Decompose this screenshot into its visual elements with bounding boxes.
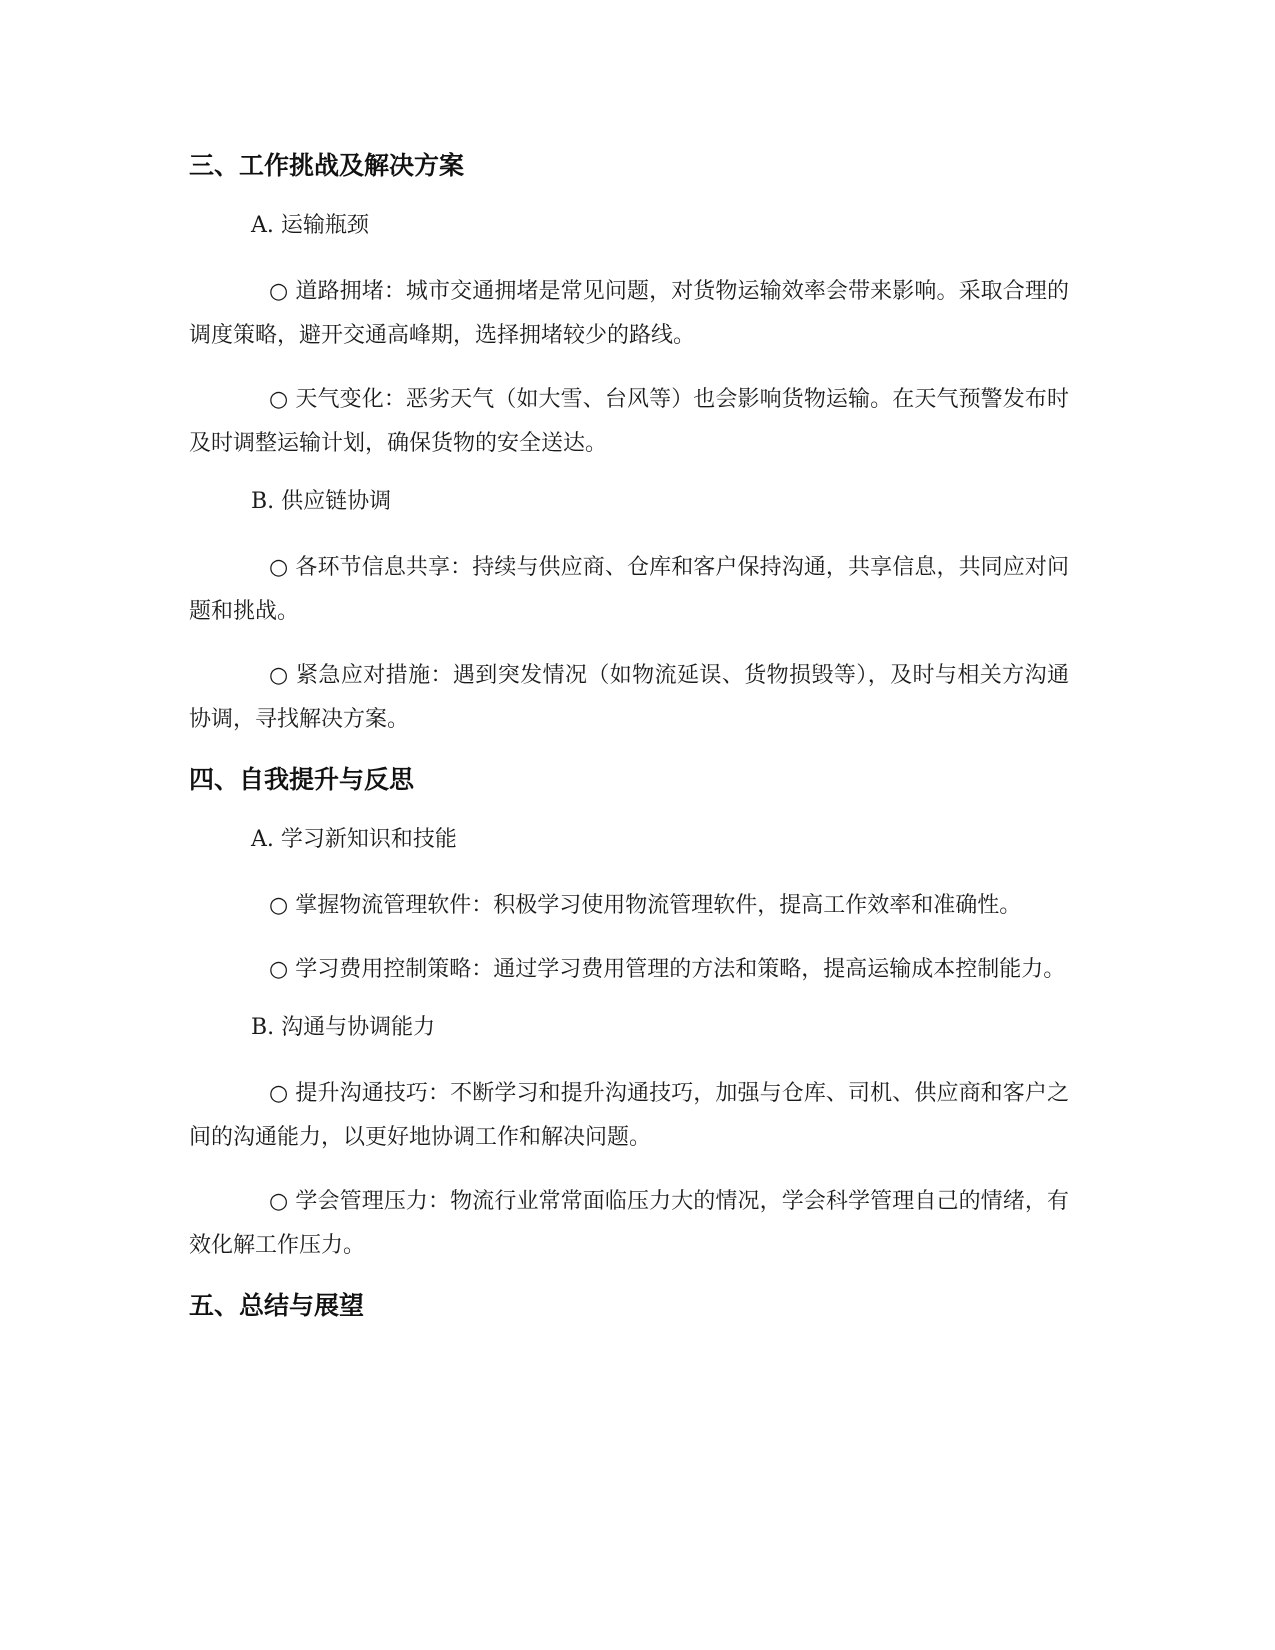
document-body — [189, 148, 1069, 1324]
section-heading-summary: 五、总结与展望 — [189, 1291, 365, 1320]
bullet-cost-control: ○ 学习费用控制策略：通过学习费用管理的方法和策略，提高运输成本控制能力。 — [269, 957, 1066, 982]
subheading-communication: B. 沟通与协调能力 — [251, 1015, 436, 1040]
bullet-communication-skills: ○ 提升沟通技巧：不断学习和提升沟通技巧，加强与仓库、司机、供应商和客户之间的沟通能力，以更好地协调工作和解决问题。 — [189, 1081, 1069, 1150]
bullet-logistics-software: ○ 掌握物流管理软件：积极学习使用物流管理软件，提高工作效率和准确性。 — [269, 893, 1022, 918]
subheading-supply-chain: B. 供应链协调 — [251, 489, 392, 514]
bullet-stress-management: ○ 学会管理压力：物流行业常常面临压力大的情况，学会科学管理自己的情绪，有效化解工作压力。 — [189, 1189, 1069, 1258]
bullet-weather-change: ○ 天气变化：恶劣天气（如大雪、台风等）也会影响货物运输。在天气预警发布时及时调整运输计划，确保货物的安全送达。 — [189, 387, 1069, 456]
subheading-new-skills: A. 学习新知识和技能 — [251, 827, 457, 852]
bullet-road-congestion: ○ 道路拥堵：城市交通拥堵是常见问题，对货物运输效率会带来影响。采取合理的调度策略，避开交通高峰期，选择拥堵较少的路线。 — [189, 279, 1069, 348]
section-heading-self-improvement: 四、自我提升与反思 — [189, 765, 415, 794]
bullet-emergency-response: ○ 紧急应对措施：遇到突发情况（如物流延误、货物损毁等），及时与相关方沟通协调，寻找解决方案。 — [189, 663, 1069, 732]
subheading-transport-bottleneck: A. 运输瓶颈 — [251, 213, 369, 238]
bullet-info-sharing: ○ 各环节信息共享：持续与供应商、仓库和客户保持沟通，共享信息，共同应对问题和挑战。 — [189, 555, 1069, 624]
section-heading-challenges: 三、工作挑战及解决方案 — [189, 151, 465, 180]
